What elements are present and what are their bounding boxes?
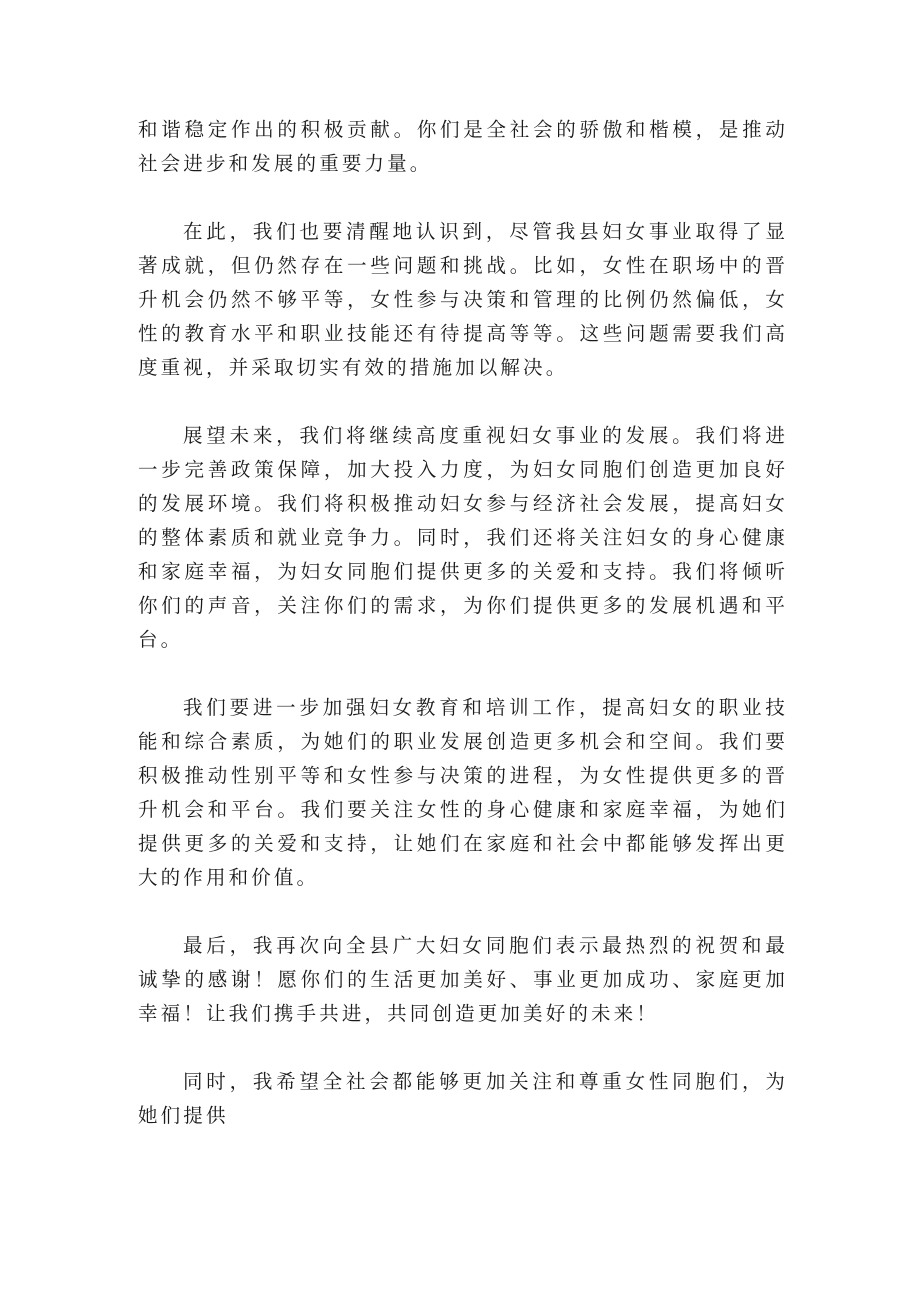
document-body — [138, 113, 788, 1133]
paragraph: 我们要进一步加强妇女教育和培训工作，提高妇女的职业技能和综合素质，为她们的职业发展创造更多机会和空间。我们要积极推动性别平等和女性参与决策的进程，为女性提供更多的晋升机会和平台。我们要关注女性的身心健康和家庭幸福，为她们提供更多的关爱和支持，让她们在家庭和社会中都能够发挥出更大的作用和价值。 — [138, 696, 788, 889]
paragraph: 在此，我们也要清醒地认识到，尽管我县妇女事业取得了显著成就，但仍然存在一些问题和挑战。比如，女性在职场中的晋升机会仍然不够平等，女性参与决策和管理的比例仍然偏低，女性的教育水平和职业技能还有待提高等等。这些问题需要我们高度重视，并采取切实有效的措施加以解决。 — [138, 220, 788, 379]
paragraph: 最后，我再次向全县广大妇女同胞们表示最热烈的祝贺和最诚挚的感谢！愿你们的生活更加美好、事业更加成功、家庭更加幸福！让我们携手共进，共同创造更加美好的未来！ — [138, 934, 788, 1025]
paragraph: 和谐稳定作出的积极贡献。你们是全社会的骄傲和楷模，是推动社会进步和发展的重要力量。 — [138, 118, 788, 175]
paragraph: 同时，我希望全社会都能够更加关注和尊重女性同胞们，为她们提供 — [138, 1070, 788, 1127]
paragraph: 展望未来，我们将继续高度重视妇女事业的发展。我们将进一步完善政策保障，加大投入力度，为妇女同胞们创造更加良好的发展环境。我们将积极推动妇女参与经济社会发展，提高妇女的整体素质和就业竞争力。同时，我们还将关注妇女的身心健康和家庭幸福，为妇女同胞们提供更多的关爱和支持。我们将倾听你们的声音，关注你们的需求，为你们提供更多的发展机遇和平台。 — [138, 424, 788, 651]
